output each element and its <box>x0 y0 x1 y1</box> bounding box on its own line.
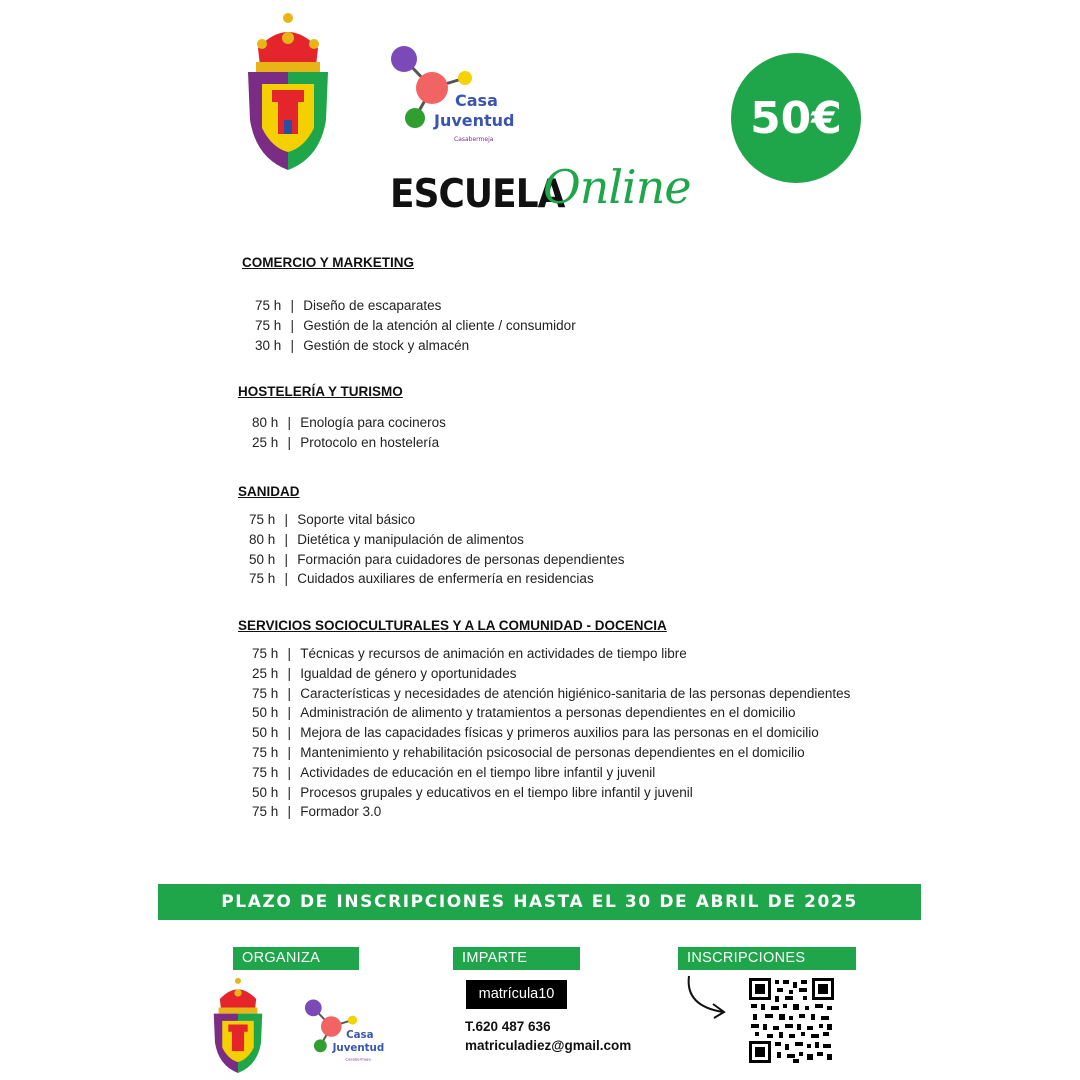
course-item: 75 h | Actividades de educación en el tiempo libre infantil y juvenil <box>252 764 656 780</box>
logo-casa-text: Casa <box>455 91 498 110</box>
course-item: 30 h | Gestión de stock y almacén <box>255 337 470 353</box>
municipal-crest-logo-small <box>208 976 268 1076</box>
price-text: 50€ <box>750 92 842 144</box>
qr-code-icon[interactable] <box>749 978 834 1063</box>
course-item: 50 h | Administración de alimento y tratamientos a personas dependientes en el domicilio <box>252 705 796 721</box>
municipal-crest-logo <box>240 10 336 175</box>
matricula10-badge <box>466 980 567 1009</box>
imparte-label: IMPARTE <box>453 947 580 970</box>
course-item: 80 h | Enología para cocineros <box>252 415 446 430</box>
organiza-label: ORGANIZA <box>233 947 359 970</box>
title-online: Online <box>543 160 691 214</box>
course-item: 75 h | Formador 3.0 <box>252 804 382 820</box>
svg-text:Casabermeja: Casabermeja <box>345 1056 371 1062</box>
title-escuela: ESCUELA <box>390 172 565 217</box>
course-item: 50 h | Procesos grupales y educativos en el tiempo libre infantil y juvenil <box>252 784 693 800</box>
course-item: 75 h | Mantenimiento y rehabilitación psicosocial de personas dependientes en el domicilio <box>252 744 805 760</box>
category-heading: SANIDAD <box>238 484 300 499</box>
brand-text: matrícula10 <box>478 986 555 1002</box>
inscripciones-label: INSCRIPCIONES <box>678 947 856 970</box>
email-address[interactable]: matriculadiez@gmail.com <box>465 1038 632 1053</box>
course-list <box>255 296 576 355</box>
casa-juventud-logo <box>388 42 528 148</box>
curved-arrow-icon <box>683 974 733 1020</box>
course-list <box>252 413 446 453</box>
course-item: 75 h | Diseño de escaparates <box>255 298 442 313</box>
category-heading: SERVICIOS SOCIOCULTURALES Y A LA COMUNIDAD - DOCENCIA <box>238 618 667 633</box>
course-list <box>252 644 850 822</box>
svg-text:Casa: Casa <box>346 1029 374 1042</box>
course-item: 75 h | Cuidados auxiliares de enfermería en residencias <box>249 571 594 587</box>
phone-number[interactable]: T.620 487 636 <box>465 1019 551 1034</box>
course-item: 25 h | Protocolo en hostelería <box>252 434 440 450</box>
course-item: 80 h | Dietética y manipulación de alimentos <box>249 531 524 547</box>
category-heading: COMERCIO Y MARKETING <box>242 255 415 270</box>
course-item: 25 h | Igualdad de género y oportunidades <box>252 665 517 681</box>
course-item: 75 h | Características y necesidades de atención higiénico-sanitaria de las personas dependientes <box>252 685 851 701</box>
logo-town-text: Casabermeja <box>454 136 494 143</box>
casa-juventud-logo-small <box>303 996 393 1066</box>
course-item: 75 h | Gestión de la atención al cliente / consumidor <box>255 317 576 333</box>
deadline-text: PLAZO DE INSCRIPCIONES HASTA EL 30 DE ABRIL DE 2025 <box>221 892 858 912</box>
category-heading: HOSTELERÍA Y TURISMO <box>238 384 403 399</box>
course-item: 75 h | Soporte vital básico <box>249 512 416 527</box>
svg-text:Juventud: Juventud <box>332 1041 385 1054</box>
price-badge <box>731 53 861 183</box>
deadline-banner <box>158 884 921 920</box>
course-item: 50 h | Mejora de las capacidades físicas y primeros auxilios para las personas en el domicilio <box>252 725 819 741</box>
course-list <box>249 510 625 589</box>
course-item: 50 h | Formación para cuidadores de personas dependientes <box>249 551 625 567</box>
logo-juventud-text: Juventud <box>434 111 515 130</box>
page-title <box>390 158 690 228</box>
course-item: 75 h | Técnicas y recursos de animación en actividades de tiempo libre <box>252 646 687 661</box>
